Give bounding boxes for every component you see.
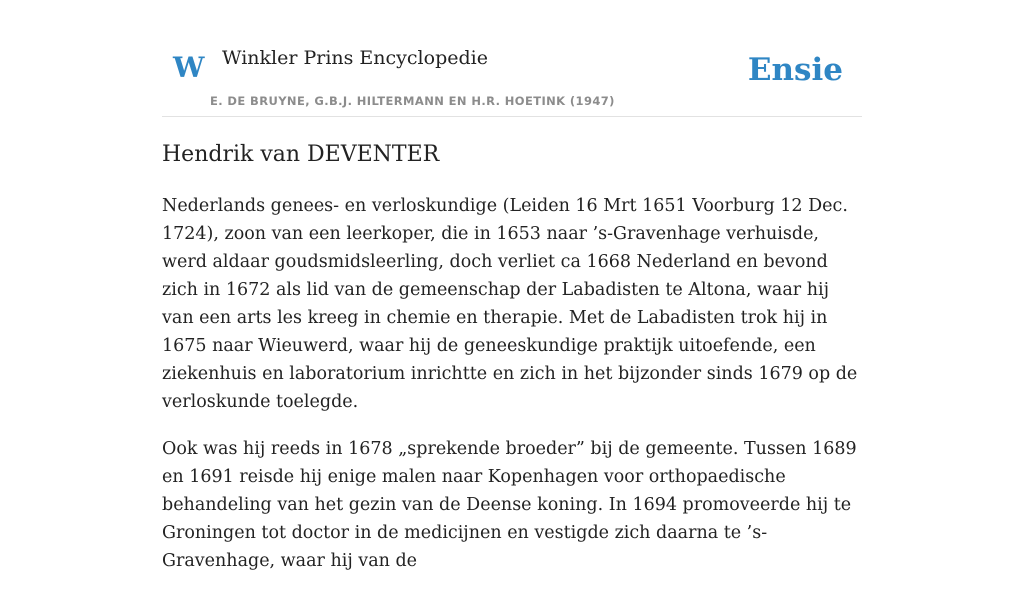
book-title-link[interactable]: Winkler Prins Encyclopedie	[222, 47, 488, 69]
article-body	[162, 192, 862, 594]
header	[162, 0, 862, 117]
ensie-logo-link[interactable]: Ensie	[747, 52, 843, 88]
article-title: Hendrik van DEVENTER	[162, 142, 440, 167]
page-container	[162, 0, 862, 571]
article-paragraph-1: Nederlands genees- en verloskundige (Leiden 16 Mrt 1651 Voorburg 12 Dec. 1724), zoon van een leerkoper, die in 1653 naar ’s-Gravenhage verhuisde, werd aldaar goudsmidsleerling, doch verliet ca 1668 Nederland en bevond zich in 1672 als lid van de gemeenschap der Labadisten te Altona, waar hij van een arts les kreeg in chemie en therapie. Met de Labadisten trok hij in 1675 naar Wieuwerd, waar hij de geneeskundige praktijk uitoefende, een ziekenhuis en laboratorium inrichtte en zich in het bijzonder sinds 1679 op de verloskunde toelegde.	[162, 196, 858, 412]
article-paragraph-2: Ook was hij reeds in 1678 „sprekende broeder” bij de gemeente. Tussen 1689 en 1691 reisde hij enige malen naar Kopenhagen voor orthopaedische behandeling van het gezin van de Deense koning. In 1694 promoveerde hij te Groningen tot doctor in de medicijnen en vestigde zich daarna te ’s-Gravenhage, waar hij van de	[162, 439, 857, 571]
encyclopedia-logo-icon[interactable]: W	[173, 51, 205, 84]
authors-line: E. DE BRUYNE, G.B.J. HILTERMANN EN H.R. HOETINK (1947)	[210, 94, 615, 108]
